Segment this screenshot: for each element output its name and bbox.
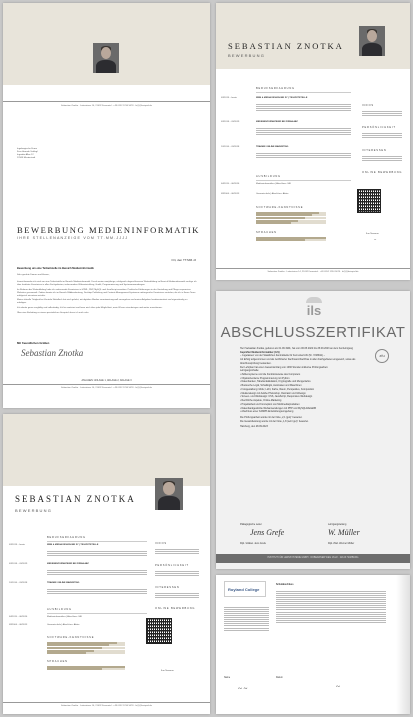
certificate-intro: Herr Sebastian Znotka, geboren am 01.06.1991, hat vom 06.05.2022 bis 25.09.2023 an dem Fernlehrgang — [240, 347, 353, 350]
qr-code — [146, 618, 172, 644]
level-bar — [256, 237, 326, 239]
cv-edu-date: 04/2015 – 06/2016 — [9, 616, 28, 618]
certificate-title: ABSCHLUSSZERTIFIKAT — [220, 324, 406, 341]
college-logo: Royland College — [224, 581, 266, 597]
letter-footer: Sebastian Znotka · Loitzsteiner 14, 21032 Frauental · +49 0152 1234 5678 · hi@@beispiel.de — [61, 387, 152, 389]
certificate-page: ils ABSCHLUSSZERTIFIKAT zfu Herr Sebastian Znotka, geboren am 01.06.1991, hat vom 06.05.2022 bis 25.09.2023 an dem Fernlehrgang Geprüfter Medieninformatiker (ILS) – zugelassen von der Staatlichen Zentralstelle für Fernunterricht (Nr. 7228611) – mit Erfolg teilgenommen und als zertifizierter Fachmann/Fachfrau in allen Fachgebieten eingesetzt, sowie als Abschlussprüfung bestanden. Der Lehrplan hat einen Gesamtumfang von 1030 Stunden inklusive Prüfungsarbeit. Lehrgangsinhalte: • Zahlensysteme und die Funktionsweise des Computers • Objektorientierte Programmierung mit Python • Datenbanken, Tabellenkalkulation, Kryptografie und Mengenlehre • Boolesche Logik, Schaltlogik, Automaten und Maschinen • Fotogestaltung: Motiv, Licht, Farbe, Raum, Perspektive, Komposition • Mediendesign mit Adobe Photoshop, Illustrator und InDesign • Screen- und Webdesign: CSS, JavaScript, Responsive Webdesign • Rechtliche Aspekte, Online-Marketing • Projektarbeit und Konzeption von Multimediaprodukten • Datenbankgestützte Webanwendungen mit PHP und MySQL/MariaDB • Abschluss einer XAMPP-Entwicklungsumgebung Die Prüfungsarbeit wurde mit der Note „2,1 (gut)“ bewertet. Die Gesamtleistung wurde mit der Note „1,8 (sehr gut)“ bewertet. Hamburg, den 28.09.2023 Pädagogische Leiter Lehrgangsleitung Jens Grefe W. Müller Dipl.-Volksw. Jens Grefe Dipl.-Päd. Werner Müller INSTITUT FÜR LERNSYSTEME GMBH · DOBERANER WEG 18-22 · 22143 HAMBURG — [216, 291, 410, 569]
letter-closing: Mit freundlichen Grüßen — [17, 341, 50, 345]
form-signature: ~ ~ — [238, 685, 248, 693]
cv-entry-date: 03/2019 – heute — [221, 97, 237, 99]
cv-interests-title: INTERESSEN — [362, 149, 387, 152]
level-bar — [256, 222, 326, 224]
cv-page-2 — [3, 414, 210, 714]
level-bar — [47, 666, 125, 668]
cv-skills-title: SOFTWARE-KENNTNISSE — [256, 206, 304, 209]
cv-edu-title: Medieninformatiker | Abschluss: IHK — [47, 616, 83, 618]
level-bar — [256, 220, 326, 222]
cv-online-title: ONLINE BEWERBUNG — [362, 171, 403, 174]
cv-entry-date: 03/2018 – 03/2019 — [9, 563, 28, 565]
cv-interests-title: INTERESSEN — [155, 586, 180, 589]
letter-title: BEWERBUNG MEDIENINFORMATIK — [17, 225, 201, 235]
cv-page-1 — [216, 3, 410, 280]
cv-header-band — [3, 414, 210, 486]
cv-entry-title: TRAINEE ONLINE MARKETING — [47, 582, 80, 584]
cv-language-bars — [256, 236, 326, 242]
level-bar — [256, 212, 326, 214]
cv-education-title: AUSBILDUNG — [256, 175, 281, 178]
cv-portrait — [359, 26, 385, 56]
cv-personality-title: PERSÖNLICHKEIT — [362, 126, 396, 129]
cv-personality-title: PERSÖNLICHKEIT — [155, 564, 189, 567]
cv-edu-date: 04/2015 – 06/2016 — [221, 183, 240, 185]
signature-left: Jens Grefe — [250, 528, 285, 537]
level-bar — [47, 647, 125, 649]
cv-entry-date: 10/2016 – 03/2018 — [221, 146, 240, 148]
ils-logo: ils — [302, 297, 326, 321]
certificate-course: Geprüfter Medieninformatiker (ILS) — [240, 350, 280, 354]
cv-name: SEBASTIAN ZNOTKA — [228, 41, 344, 51]
head-label: Lehrgangsleitung — [328, 523, 347, 526]
qr-caption: Ihre Nummer — [161, 670, 174, 672]
letter-signature: Sebastian Znotka — [21, 348, 84, 358]
cv-career-title: BERUFSERFAHRUNG — [256, 87, 295, 90]
cv-entry-title: WEB & MEDIA DESIGN BEI XY | TEILZEITSTELLE — [256, 97, 308, 99]
cv-skill-bars — [47, 641, 125, 655]
letter-body: hiermit bewerbe ich mich um eine Teilzeitstelle im Bereich Medieninformatik. Durch meine zweijährige, erfolgreich abgeschlossene Weiterbildung im Bereich Medieninformatik verfüge ich über fundierte Kenntnisse in allen Fachgebieten, insbesondere Webentwicklung, Grafik, Programmierung und Systemanwendungen. Im Rahmen der Weiterbildung habe ich umfassende Kenntnisse in HTML, PHP, MySQL und JavaScript erworben. Praktische Erfahrungen in der Gestaltung und Pflege responsiver Websites gesammelt. Zudem konnte ich im Bereich Bildbearbeitung, Desktop Publishing und Content-Management-Systemen umfangreiche Kenntnisse vertiefen, die ich in Ihrem Team erfolgreich einsetzen möchte. Meine aktuelle Tätigkeit bei Zentrale Nettofleck hat mich gelehrt, mit digitalen Medien verantwortungsvoll umzugehen und meine Aufgaben kundenorientiert und eigenständig zu erledigen. Ich arbeite gerne sorgfältig und selbständig. Ich bin motiviert und freue mich über jede Möglichkeit, mein Wissen einzubringen und weiter auszubauen. Über eine Einladung zu einem persönlichen Gespräch freue ich mich sehr. — [17, 281, 197, 314]
level-bar — [256, 214, 326, 216]
form-signature: ~ — [336, 683, 340, 691]
cv-entry-title: MEDIENINFORMATIKER BEI FIRMA ABC — [256, 121, 299, 123]
form-name-label: Name — [224, 677, 231, 679]
level-bar — [47, 668, 125, 670]
level-bar — [47, 650, 125, 652]
signature-right: W. Müller — [328, 528, 360, 537]
cv-career-title: BERUFSERFAHRUNG — [47, 536, 86, 539]
letter-subject: Bewerbung um eine Teilzeitstelle im Bereich Medieninformatik — [17, 267, 94, 270]
cv-entry-date: 03/2018 – 03/2019 — [221, 121, 240, 123]
qr-code — [357, 189, 381, 213]
cv-edu-title: Medieninformatiker | Abschluss: IHK — [256, 183, 292, 185]
qr-caption: Ihre Nummer — [366, 233, 379, 235]
level-bar — [256, 217, 326, 219]
letter-subtitle: IHRE STELLENANZEIGE VOM TT.MM.JJJJ — [17, 236, 129, 240]
cv-footer: Sebastian Znotka · Loitzsteiner 14, 21032 Frauental · +49 0152 1234 5678 · hi@@beispiel.de — [61, 705, 152, 707]
cv-entry-title: WEB & MEDIA DESIGN BEI XY | TEILZEITSTELLE — [47, 544, 99, 546]
cv-info-title: INFOS — [155, 542, 167, 545]
signature-left-label: Dipl.-Volksw. Jens Grefe — [240, 542, 266, 545]
portrait-photo — [93, 43, 119, 73]
certificate-footer: INSTITUT FÜR LERNSYSTEME GMBH · DOBERANER WEG 18-22 · 22143 HAMBURG — [216, 554, 410, 563]
cv-edu-title: Gesamtschule | Abschluss: Abitur — [256, 193, 289, 195]
cv-role: BEWERBUNG — [15, 508, 53, 513]
leader-label: Pädagogische Leiter — [240, 523, 262, 526]
cv-entry-title: MEDIENINFORMATIKER BEI FIRMA ABC — [47, 563, 90, 565]
zfu-badge: zfu — [375, 349, 389, 363]
cv-entry-date: 10/2016 – 03/2018 — [9, 582, 28, 584]
level-bar — [47, 644, 125, 646]
level-bar — [256, 239, 326, 241]
form-header: Schulabschluss — [276, 584, 294, 586]
cv-online-title: ONLINE BEWERBUNG — [155, 607, 196, 610]
cv-education-title: AUSBILDUNG — [47, 608, 72, 611]
cv-language-bars — [47, 665, 125, 671]
form-shadow — [396, 575, 410, 714]
cover-letter-page — [3, 3, 210, 408]
cv-skill-bars — [256, 211, 326, 225]
level-bar — [47, 652, 125, 654]
cv-role: BEWERBUNG — [228, 53, 266, 58]
recipient-address: Ingeborgische Firma Frau Hannah Schlogl Ingrader Allee 12 12345 Musterstadt — [17, 148, 38, 159]
cv-entry-title: TRAINEE ONLINE MARKETING — [256, 146, 289, 148]
cv-entry-date: 03/2019 – heute — [9, 544, 25, 546]
cv-name: SEBASTIAN ZNOTKA — [15, 494, 136, 504]
cover-footer: Sebastian Znotka · Loitzsteiner 14, 21032 Frauental · +49 0152 1234 5678 · hi@@beispiel.de — [61, 105, 152, 107]
cv-languages-title: SPRACHEN — [47, 660, 68, 663]
cv-skills-title: SOFTWARE-KENNTNISSE — [47, 636, 95, 639]
level-bar — [47, 642, 125, 644]
divider — [3, 101, 210, 102]
letter-date: Ort, den TT.MM.JJ — [171, 258, 196, 262]
cv-info-title: INFOS — [362, 104, 374, 107]
school-form-page — [216, 575, 410, 714]
cv-signature: ~ — [374, 237, 377, 242]
cv-languages-title: SPRACHEN — [256, 231, 277, 234]
letter-salutation: Sehr geehrte Damen und Herren, — [17, 274, 50, 276]
cv-edu-title: Gesamtschule | Abschluss: Abitur — [47, 624, 80, 626]
form-date-label: Datum — [276, 677, 283, 679]
cv-footer: Sebastian Znotka · Loitzsteiner 14, 21032 Frauental · +49 0152 1234 5678 · hi@@beispiel.de — [267, 271, 359, 273]
attachments-line: ANLAGEN: ANLAGE 1, ANLAGE 2, ANLAGE 3 — [81, 379, 132, 382]
cv-edu-date: 09/2004 – 06/2013 — [9, 624, 28, 626]
cv-portrait — [155, 478, 183, 510]
cv-edu-date: 09/2004 – 06/2013 — [221, 193, 240, 195]
signature-right-label: Dipl.-Päd. Werner Müller — [328, 542, 355, 545]
